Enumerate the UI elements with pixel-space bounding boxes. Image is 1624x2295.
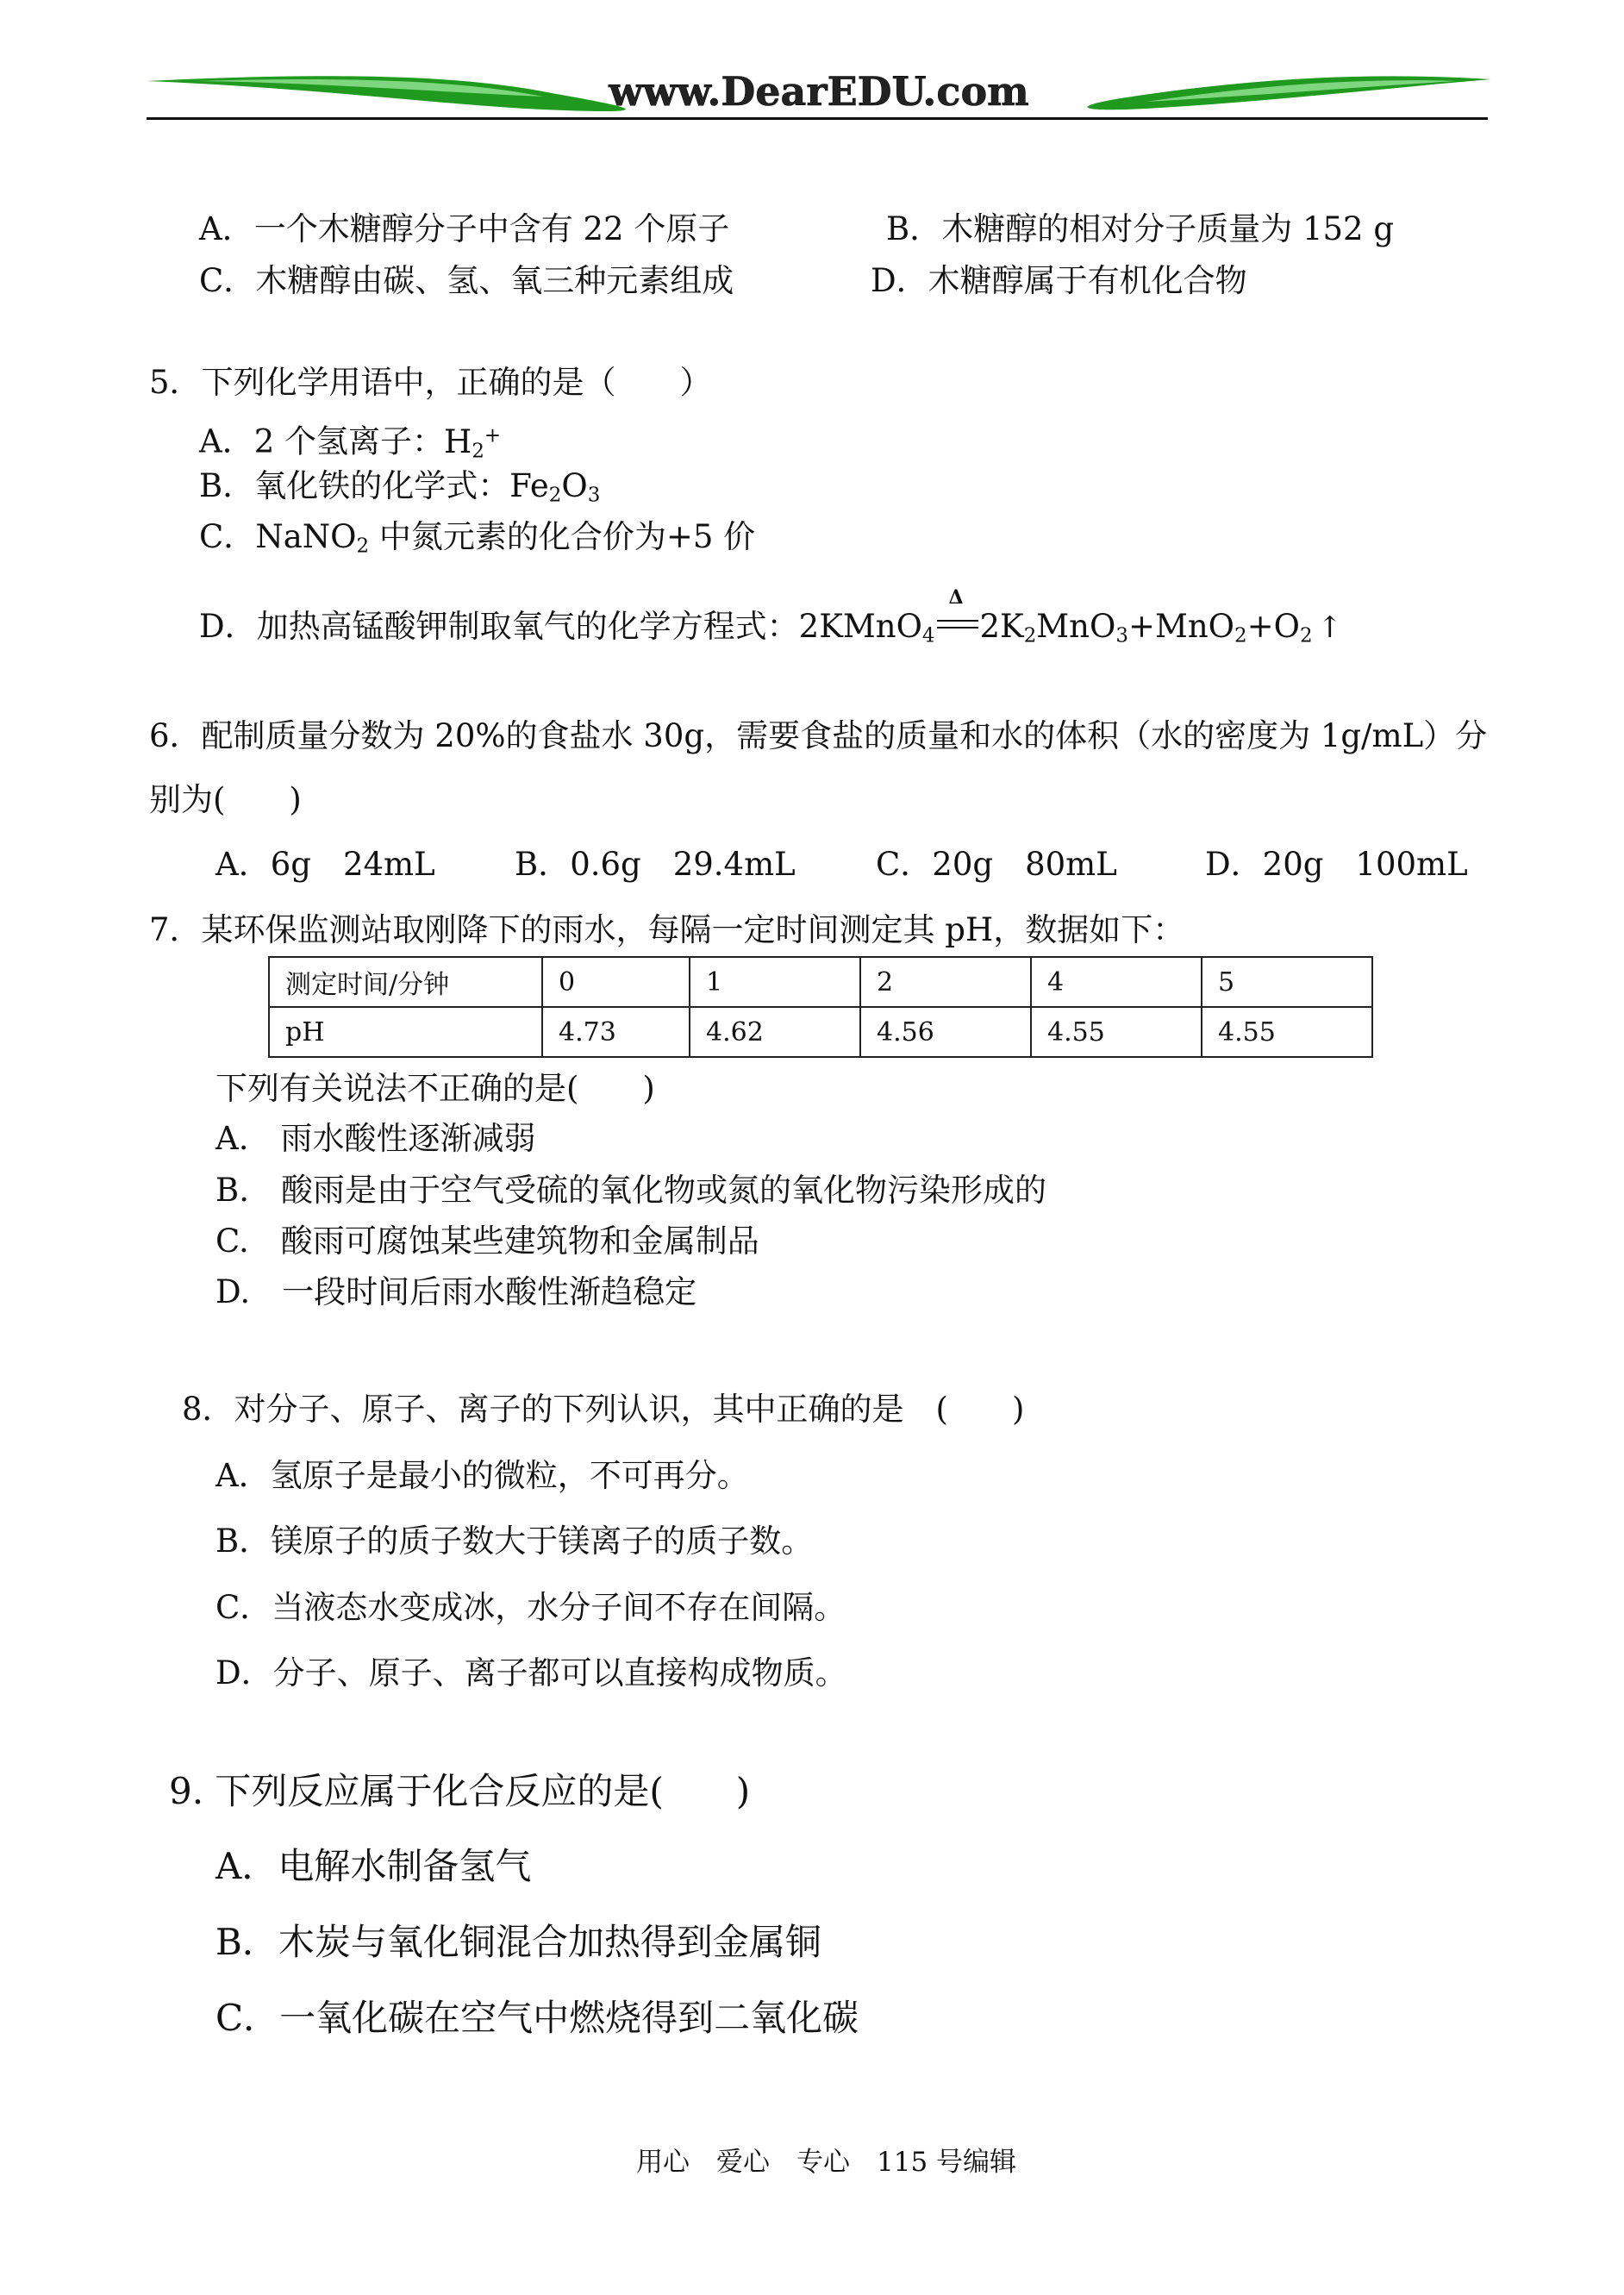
q5-option-c-text: 中氮元素的化合价为+5 价: [369, 518, 756, 555]
gas-arrow-icon: ↑: [1317, 610, 1343, 645]
table-cell: 1: [690, 957, 860, 1007]
table-cell: 测定时间/分钟: [269, 957, 542, 1007]
q6-stem-line1: 6．配制质量分数为 20%的食盐水 30g，需要食盐的质量和水的体积（水的密度为 1g/mL）分: [149, 717, 1488, 754]
q9-option-c: C．一氧化碳在空气中燃烧得到二氧化碳: [215, 1997, 859, 2039]
q5-option-a: [199, 416, 501, 470]
q4-option-c: C．木糖醇由碳、氢、氧三种元素组成: [199, 262, 734, 299]
table-cell: pH: [269, 1007, 542, 1057]
ph-data-table: [268, 956, 1373, 1058]
q7-stem: 7．某环保监测站取刚降下的雨水，每隔一定时间测定其 pH，数据如下：: [149, 911, 1185, 948]
table-cell: 0: [542, 957, 690, 1007]
q7-question: 下列有关说法不正确的是( ): [215, 1070, 655, 1107]
q5-equation-products: $2K_2MnO_3+MnO_2+O_2$: [979, 608, 1313, 647]
table-cell: 4.73: [542, 1007, 690, 1057]
q5-option-b-text: B．氧化铁的化学式：: [199, 467, 510, 504]
q8-option-a: A．氢原子是最小的微粒，不可再分。: [215, 1457, 749, 1494]
q9-option-b: B．木炭与氧化铜混合加热得到金属铜: [215, 1921, 821, 1963]
table-cell: 5: [1202, 957, 1372, 1007]
q5-option-a-formula: $H_2^+$: [444, 422, 502, 463]
q8-option-c: C．当液态水变成冰，水分子间不存在间隔。: [215, 1589, 846, 1626]
table-cell: 4.62: [690, 1007, 860, 1057]
q6-option-c: C．20g 80mL: [876, 846, 1117, 883]
q5-equation-reactant: 2KMnO$_4$: [798, 608, 935, 647]
q5-option-d: [199, 586, 1343, 655]
q7-option-a: A. 雨水酸性逐渐减弱: [215, 1120, 536, 1157]
q7-option-c: C. 酸雨可腐蚀某些建筑物和金属制品: [215, 1223, 759, 1260]
table-cell: 4: [1031, 957, 1202, 1007]
table-cell: 4.55: [1031, 1007, 1202, 1057]
q7-option-d: D. 一段时间后雨水酸性渐趋稳定: [215, 1273, 697, 1310]
q5-option-c-prefix: C．: [199, 518, 256, 555]
q6-option-a: A．6g 24mL: [215, 846, 435, 883]
q5-stem: 5．下列化学用语中，正确的是（ ）: [149, 364, 712, 401]
table-row: [269, 957, 1372, 1007]
site-logo-text: www.DearEDU.com: [609, 68, 1029, 115]
table-cell: 4.55: [1202, 1007, 1372, 1057]
q4-option-b: B．木糖醇的相对分子质量为 152 g: [886, 210, 1395, 247]
q4-option-a: A．一个木糖醇分子中含有 22 个原子: [199, 210, 730, 247]
q5-equation-sign: [937, 586, 978, 637]
table-row: [269, 1007, 1372, 1057]
q8-option-d: D．分子、原子、离子都可以直接构成物质。: [215, 1654, 847, 1692]
equals-line-bottom: [937, 627, 978, 628]
header-rule: [147, 117, 1488, 120]
q6-option-d: D．20g 100mL: [1205, 846, 1468, 883]
q5-option-c: [199, 518, 755, 566]
equals-line-top: [937, 620, 978, 622]
q5-option-b: [199, 467, 600, 515]
q7-option-b: B. 酸雨是由于空气受硫的氧化物或氮的氧化物污染形成的: [215, 1172, 1046, 1209]
q5-option-c-formula: NaNO$_2$: [255, 518, 370, 558]
q5-option-d-text: D．加热高锰酸钾制取氧气的化学方程式：: [199, 608, 799, 645]
q5-option-a-text: A．2 个氢离子：: [199, 422, 445, 460]
q8-stem: 8．对分子、原子、离子的下列认识，其中正确的是 ( ): [182, 1391, 1025, 1428]
q6-stem-line2: 别为( ): [149, 781, 302, 818]
delta-symbol: Δ: [948, 586, 964, 609]
q8-option-b: B．镁原子的质子数大于镁离子的质子数。: [215, 1523, 814, 1560]
q9-stem: 9. 下列反应属于化合反应的是( ): [169, 1770, 751, 1812]
q6-option-b: B．0.6g 29.4mL: [515, 846, 796, 883]
table-cell: 4.56: [860, 1007, 1031, 1057]
q4-option-d: D．木糖醇属于有机化合物: [871, 262, 1247, 299]
page-footer: 用心 爱心 专心 115 号编辑: [636, 2147, 1017, 2178]
header-logo: [147, 62, 1491, 122]
q9-option-a: A．电解水制备氢气: [215, 1845, 532, 1887]
table-cell: 2: [860, 957, 1031, 1007]
q5-option-b-formula: $Fe_2O_3$: [509, 467, 601, 507]
